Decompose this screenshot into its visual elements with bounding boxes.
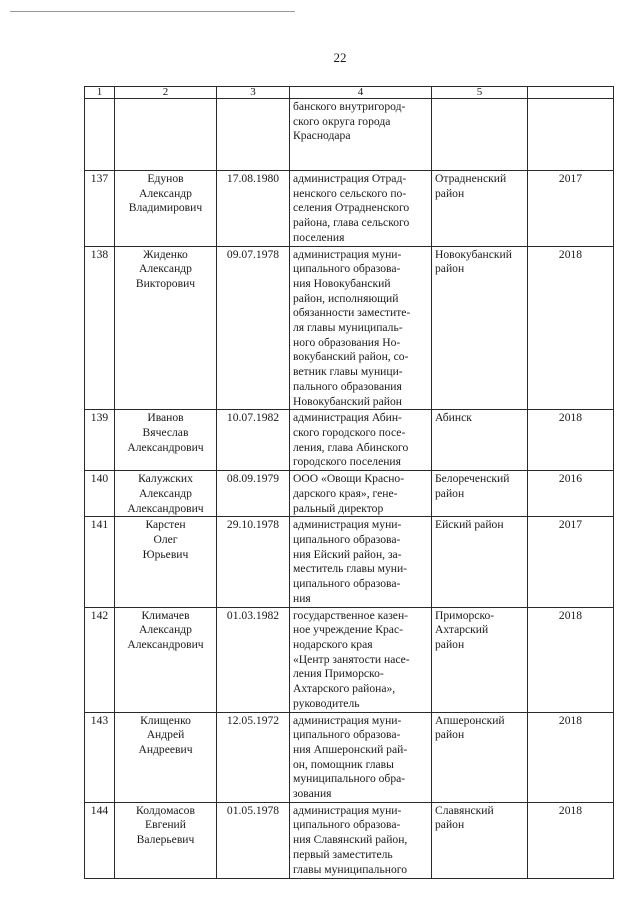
text-line: администрация Абин- — [293, 411, 402, 425]
row-number: 144 — [85, 802, 115, 878]
name-line: Юрьевич — [142, 547, 189, 561]
header-col-6 — [528, 87, 614, 99]
year: 2018 — [528, 607, 614, 712]
name-line: Александрович — [127, 440, 204, 454]
header-col-3: 3 — [217, 87, 290, 99]
text-line: селения Отрадненского — [293, 201, 410, 215]
table-row — [85, 246, 614, 410]
row-number: 143 — [85, 712, 115, 802]
text-line: банского внутригород- — [293, 100, 406, 113]
text-line: дарского края», гене- — [293, 486, 398, 500]
text-line: ния Апшеронский рай- — [293, 742, 408, 756]
text-line: Краснодара — [293, 129, 351, 143]
district — [432, 802, 528, 878]
text-line: поселения — [293, 230, 345, 244]
name-line: Александр — [139, 486, 192, 500]
text-line: нодарского края — [293, 637, 373, 651]
text-line: вокубанский район, со- — [293, 350, 409, 364]
person-name — [115, 471, 217, 517]
text-line: администрация муни- — [293, 803, 402, 817]
text-line: администрация муни- — [293, 713, 402, 727]
birth-date: 09.07.1978 — [217, 246, 290, 410]
text-line: Славянский — [435, 803, 494, 817]
text-line: ципального образова- — [293, 577, 401, 591]
text-line: Апшеронский — [435, 713, 505, 727]
year: 2018 — [528, 802, 614, 878]
text-line: Белореченский — [435, 472, 510, 486]
header-col-2: 2 — [115, 87, 217, 99]
name-line: Вячеслав — [142, 425, 189, 439]
text-line: ния Славянский район, — [293, 833, 408, 847]
position-description — [290, 802, 432, 878]
table-row — [85, 517, 614, 607]
text-line: Новокубанский район — [293, 394, 402, 408]
person-name — [115, 802, 217, 878]
name-line: Калужских — [138, 472, 193, 486]
table-row — [85, 712, 614, 802]
district — [432, 246, 528, 410]
birth-date: 12.05.1972 — [217, 712, 290, 802]
row-number: 140 — [85, 471, 115, 517]
birth-date: 01.05.1978 — [217, 802, 290, 878]
table-header-row — [85, 87, 614, 99]
name-line: Александр — [139, 262, 192, 276]
year: 2018 — [528, 410, 614, 471]
position-description — [290, 471, 432, 517]
name-line: Александрович — [127, 637, 204, 651]
district — [432, 712, 528, 802]
person-name — [115, 517, 217, 607]
header-col-4: 4 — [290, 87, 432, 99]
text-line: района, глава сельского — [293, 216, 410, 230]
name-line: Викторович — [135, 276, 196, 290]
text-line: ципального образова- — [293, 533, 401, 547]
text-line: ненского сельского по- — [293, 186, 407, 200]
text-line: ное учреждение Крас- — [293, 623, 403, 637]
text-line: меститель главы муни- — [293, 562, 408, 576]
text-line: район — [435, 728, 465, 742]
district — [432, 607, 528, 712]
text-line: ральный директор — [293, 501, 384, 515]
position-description — [290, 607, 432, 712]
birth-date: 10.07.1982 — [217, 410, 290, 471]
text-line: администрация муни- — [293, 518, 402, 532]
person-name — [115, 99, 217, 171]
person-name — [115, 246, 217, 410]
text-line: Абинск — [435, 411, 472, 425]
name-line: Евгений — [145, 818, 186, 832]
text-line: район — [435, 186, 465, 200]
name-line: Клищенко — [140, 713, 191, 727]
text-line: ского городского посе- — [293, 425, 406, 439]
name-line: Валерьевич — [136, 833, 195, 847]
text-line: Ейский район — [435, 518, 504, 532]
text-line: ного образования Но- — [293, 335, 401, 349]
text-line: район — [435, 262, 465, 276]
name-line: Александр — [139, 186, 192, 200]
row-number: 137 — [85, 171, 115, 247]
person-name — [115, 171, 217, 247]
text-line: ния — [293, 591, 311, 605]
district — [432, 517, 528, 607]
birth-date: 17.08.1980 — [217, 171, 290, 247]
text-line: ления Приморско- — [293, 667, 384, 681]
text-line: Ахтарский — [435, 623, 489, 637]
text-line: главы муниципального — [293, 862, 408, 876]
position-description — [290, 99, 432, 171]
text-line: ления, глава Абинского — [293, 440, 409, 454]
header-col-1: 1 — [85, 87, 115, 99]
name-line: Климачев — [141, 608, 190, 622]
text-line: ООО «Овощи Красно- — [293, 472, 405, 486]
person-name — [115, 410, 217, 471]
table-row — [85, 410, 614, 471]
text-line: ния Новокубанский — [293, 276, 391, 290]
text-line: он, помощник главы — [293, 757, 394, 771]
name-line: Владимирович — [128, 201, 203, 215]
name-line: Едунов — [147, 172, 184, 185]
name-line: Андреевич — [138, 742, 193, 756]
text-line: обязанности заместите- — [293, 306, 411, 320]
text-line: администрация муни- — [293, 247, 402, 261]
year: 2017 — [528, 171, 614, 247]
person-name — [115, 712, 217, 802]
text-line: ветник главы муници- — [293, 365, 403, 379]
year: 2017 — [528, 517, 614, 607]
text-line: ля главы муниципаль- — [293, 321, 403, 335]
text-line: Ахтарского района», — [293, 682, 396, 696]
name-line: Александр — [139, 623, 192, 637]
text-line: администрация Отрад- — [293, 172, 407, 185]
name-line: Колдомасов — [136, 803, 195, 817]
text-line: ципального образова- — [293, 818, 401, 832]
text-line: ципального образова- — [293, 728, 401, 742]
table-row — [85, 99, 614, 171]
district — [432, 171, 528, 247]
position-description — [290, 171, 432, 247]
table-row — [85, 171, 614, 247]
district — [432, 99, 528, 171]
text-line: зования — [293, 787, 332, 801]
year — [528, 99, 614, 171]
text-line: руководитель — [293, 696, 360, 710]
table-row — [85, 471, 614, 517]
birth-date: 01.03.1982 — [217, 607, 290, 712]
row-number: 142 — [85, 607, 115, 712]
text-line: Приморско- — [435, 608, 495, 622]
row-number — [85, 99, 115, 171]
position-description — [290, 517, 432, 607]
name-line: Александрович — [127, 501, 204, 515]
position-description — [290, 246, 432, 410]
row-number: 141 — [85, 517, 115, 607]
text-line: городского поселения — [293, 455, 401, 469]
position-description — [290, 712, 432, 802]
text-line: муниципального обра- — [293, 772, 406, 786]
text-line: «Центр занятости насе- — [293, 652, 410, 666]
row-number: 138 — [85, 246, 115, 410]
row-number: 139 — [85, 410, 115, 471]
year: 2018 — [528, 246, 614, 410]
text-line: район, исполняющий — [293, 291, 399, 305]
position-description — [290, 410, 432, 471]
text-line: Новокубанский — [435, 247, 512, 261]
district — [432, 471, 528, 517]
name-line: Жиденко — [143, 247, 188, 261]
text-line: Отрадненский — [435, 172, 507, 185]
text-line: первый заместитель — [293, 847, 393, 861]
text-line: ния Ейский район, за- — [293, 547, 402, 561]
birth-date — [217, 99, 290, 171]
text-line: район — [435, 818, 465, 832]
district — [432, 410, 528, 471]
text-line: ципального образова- — [293, 262, 401, 276]
name-line: Андрей — [146, 728, 185, 742]
text-line: ского округа города — [293, 114, 391, 128]
name-line: Карстен — [145, 518, 186, 532]
personnel-table — [84, 86, 614, 879]
text-line: район — [435, 486, 465, 500]
year: 2016 — [528, 471, 614, 517]
text-line: пального образования — [293, 379, 402, 393]
text-line: государственное казен- — [293, 608, 409, 622]
birth-date: 29.10.1978 — [217, 517, 290, 607]
table-row — [85, 607, 614, 712]
scan-edge-line — [10, 11, 295, 12]
person-name — [115, 607, 217, 712]
page-number: 22 — [333, 50, 347, 65]
name-line: Олег — [153, 533, 178, 547]
birth-date: 08.09.1979 — [217, 471, 290, 517]
table-row — [85, 802, 614, 878]
year: 2018 — [528, 712, 614, 802]
header-col-5: 5 — [432, 87, 528, 99]
name-line: Иванов — [147, 411, 184, 425]
text-line: район — [435, 637, 465, 651]
